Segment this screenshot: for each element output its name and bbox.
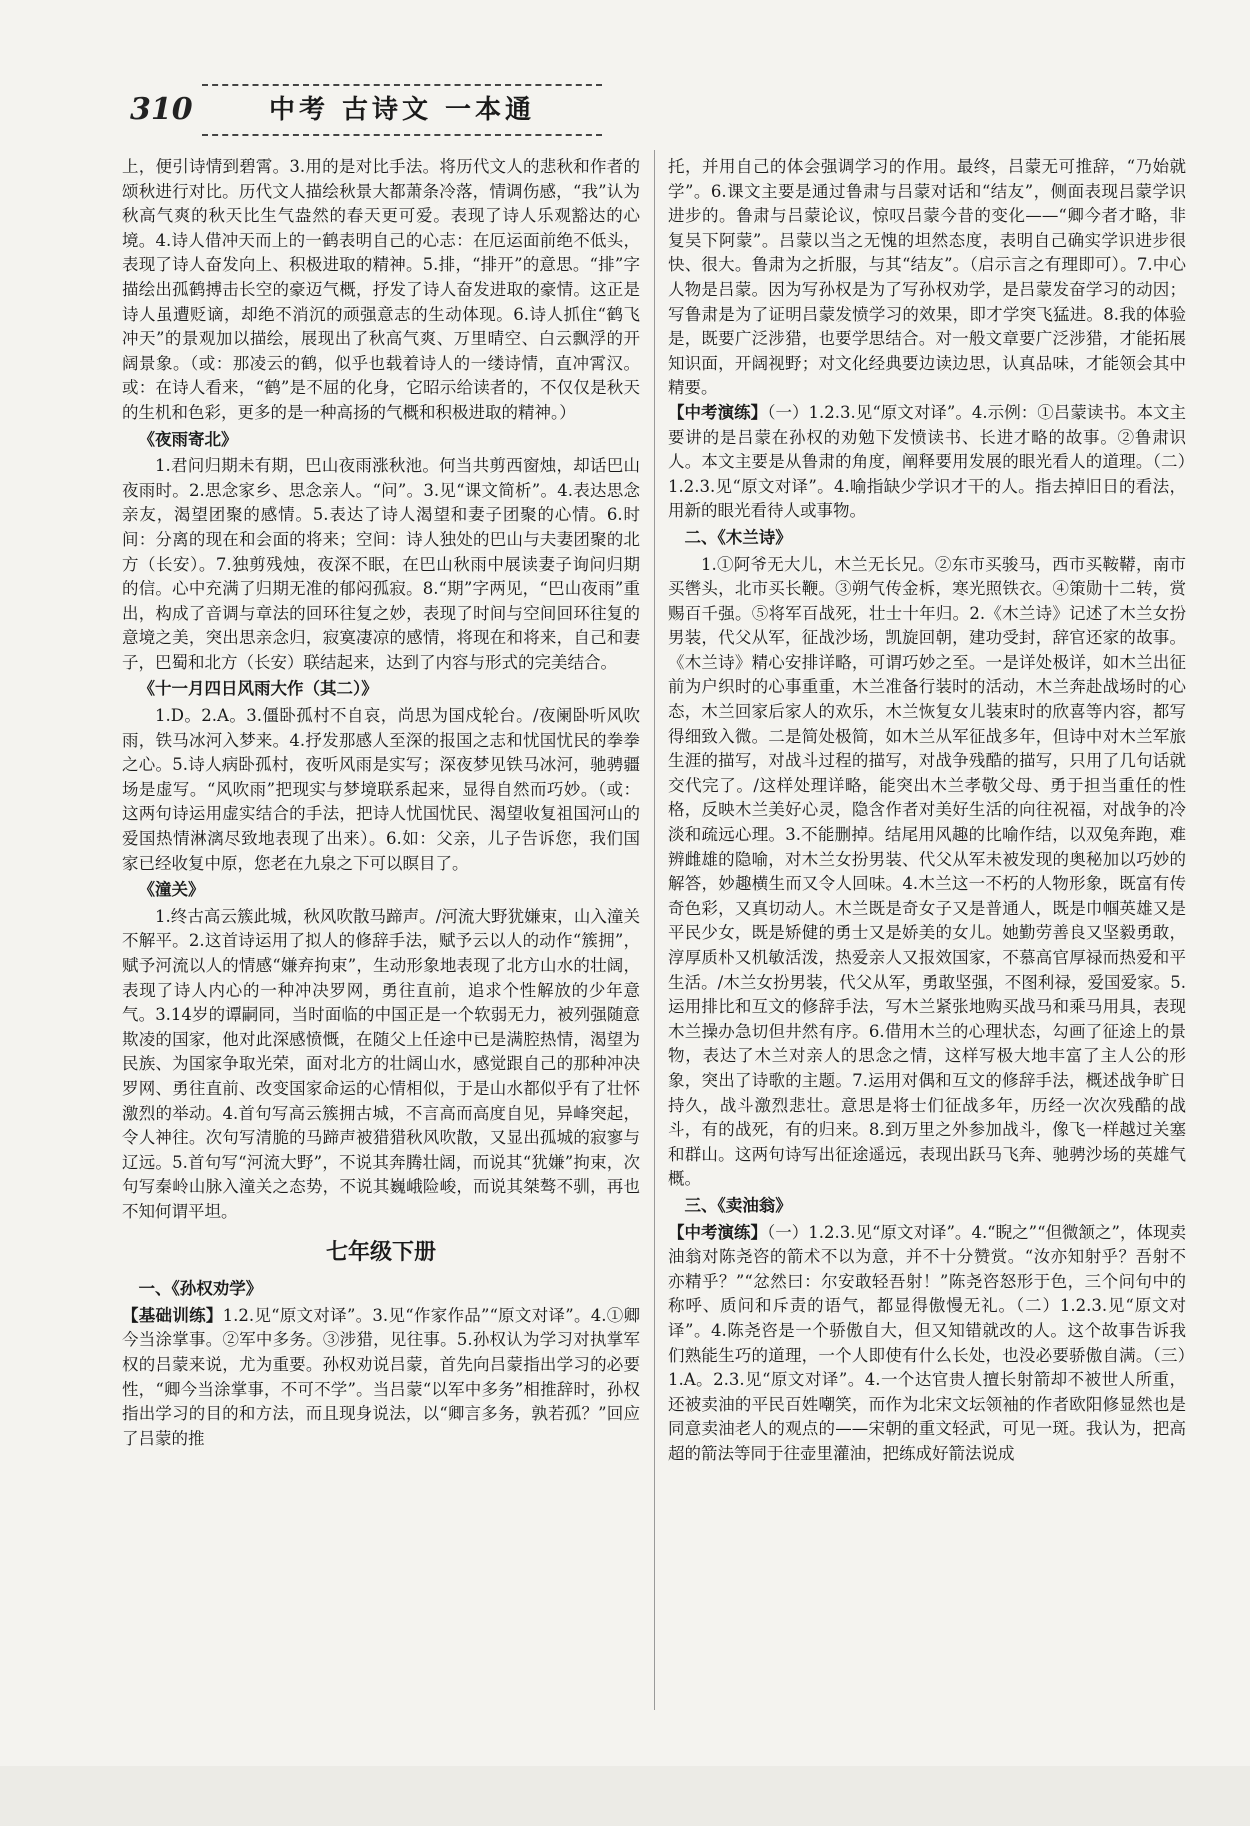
paragraph: 托，并用自己的体会强调学习的作用。最终，吕蒙无可推辞，“乃始就学”。6.课文主要是通过鲁肃与吕蒙对话和“结友”，侧面表现吕蒙学识进步的。鲁肃与吕蒙论议，惊叹吕蒙今昔的变化——“卿今者才略，非复吴下阿蒙”。吕蒙以当之无愧的坦然态度，表明自己确实学识进步很快、很大。鲁肃为之折服，与其“结友”。（启示言之有理即可）。7.中心人物是吕蒙。因为写孙权是为了写孙权劝学，是吕蒙发奋学习的动因；写鲁肃是为了证明吕蒙发愤学习的效果，即才学突飞猛进。8.我的体验是，既要广泛涉猎，也要学思结合。对一般文章要广泛涉猎，才能拓展知识面，开阔视野；对文化经典要边读边思，认真品味，才能领会其中精要。	[668, 157, 1186, 398]
paragraph-text: （一）1.2.3.见“原文对译”。4.“睨之”“但微颔之”，体现卖油翁对陈尧咨的箭术不以为意，并不十分赞赏。“汝亦知射乎？吾射不亦精乎？”“忿然曰：尔安敢轻吾射！”陈尧咨怒形于色，三个问句中的称呼、质问和斥责的语气，都显得傲慢无礼。（二）1.2.3.见“原文对译”。4.陈尧咨是一个骄傲自大，但又知错就改的人。这个故事告诉我们熟能生巧的道理，一个人即使有什么长处，也没必要骄傲自满。（三）1.A。2.3.见“原文对译”。4.一个达官贵人擅长射箭却不被世人所重，还被卖油的平民百姓嘲笑，而作为北宋文坛领袖的作者欧阳修显然也是同意卖油老人的观点的——宋朝的重文轻武，可见一斑。我认为，把高超的箭法等同于往壶里灌油，把练成好箭法说成	[668, 1222, 1186, 1463]
section-heading: 《夜雨寄北》	[138, 429, 238, 449]
left-column	[122, 155, 640, 1451]
paragraph: 1.君问归期未有期，巴山夜雨涨秋池。何当共剪西窗烛，却话巴山夜雨时。2.思念家乡、思念亲人。“问”。3.见“课文简析”。4.表达思念亲友，渴望团聚的感情。5.表达了诗人渴望和妻子团聚的心情。6.时间：分离的现在和会面的将来；空间：诗人独处的巴山与夫妻团聚的北方（长安）。7.独剪残烛，夜深不眠，在巴山秋雨中展读妻子询问归期的信。心中充满了归期无准的郁闷孤寂。8.“期”字两见，“巴山夜雨”重出，构成了音调与章法的回环往复之妙，表现了时间与空间回环往复的意境之美，突出思亲念归，寂寞凄凉的感情，将现在和将来，自己和妻子，巴蜀和北方（长安）联结起来，达到了内容与形式的完美结合。	[122, 456, 640, 672]
exercise-tag: 【基础训练】	[122, 1305, 223, 1325]
page-number: 310	[130, 92, 193, 127]
paragraph: 1.D。2.A。3.僵卧孤村不自哀，尚思为国戍轮台。/夜阑卧听风吹雨，铁马冰河入梦来。4.抒发那感人至深的报国之志和忧国忧民的拳拳之心。5.诗人病卧孤村，夜听风雨是实写；深夜梦见铁马冰河，驰骋疆场是虚写。“风吹雨”把现实与梦境联系起来，显得自然而巧妙。（或：这两句诗运用虚实结合的手法，把诗人忧国忧民、渴望收复祖国河山的爱国热情淋漓尽致地表现了出来）。6.如：父亲，儿子告诉您，我们国家已经收复中原，您老在九泉之下可以瞑目了。	[122, 706, 640, 873]
page-bottom-margin	[0, 1766, 1250, 1826]
section-heading: 三、《卖油翁》	[684, 1195, 792, 1215]
paragraph: 1.终古高云簇此城，秋风吹散马蹄声。/河流大野犹嫌束，山入潼关不解平。2.这首诗运用了拟人的修辞手法，赋予云以人的动作“簇拥”，赋予河流以人的情感“嫌弃拘束”，生动形象地表现了北方山水的壮阔，表现了诗人内心的一种冲决罗网，勇往直前，追求个性解放的少年意气。3.14岁的谭嗣同，当时面临的中国正是一个软弱无力，被列强随意欺凌的国家，他对此深感愤慨，在随父上任途中已是满腔热情，渴望为民族、为国家争取光荣，面对北方的壮阔山水，感觉跟自己的那种冲决罗网、勇往直前、改变国家命运的心情相似，于是山水都似乎有了壮怀激烈的举动。4.首句写高云簇拥古城，不言高而高度自见，异峰突起，令人神往。次句写清脆的马蹄声被猎猎秋风吹散，又显出孤城的寂寥与辽远。5.首句写“河流大野”，不说其奔腾壮阔，而说其“犹嫌”拘束，次句写秦岭山脉入潼关之态势，不说其巍峨险峻，而说其桀骜不驯，再也不知何谓平坦。	[122, 906, 640, 1221]
right-column	[668, 155, 1186, 1466]
grade-title: 七年级下册	[325, 1239, 436, 1265]
section-heading: 《十一月四日风雨大作（其二）》	[138, 679, 378, 699]
paragraph-text: （一）1.2.3.见“原文对译”。4.示例：①吕蒙读书。本文主要讲的是吕蒙在孙权的劝勉下发愤读书、长进才略的故事。②鲁肃识人。本文主要是从鲁肃的角度，阐释要用发展的眼光看人的道理。（二）1.2.3.见“原文对译”。4.喻指缺少学识才干的人。指去掉旧日的看法，用新的眼光看待人或事物。	[668, 402, 1187, 521]
exercise-tag: 【中考演练】	[668, 402, 768, 422]
paragraph: 上，便引诗情到碧霄。3.用的是对比手法。将历代文人的悲秋和作者的颂秋进行对比。历代文人描绘秋景大都萧条冷落，情调伤感，“我”认为秋高气爽的秋天比生气盎然的春天更可爱。表现了诗人乐观豁达的心境。4.诗人借冲天而上的一鹤表明自己的心志：在厄运面前绝不低头，表现了诗人奋发向上、积极进取的精神。5.排，“排开”的意思。“排”字描绘出孤鹤搏击长空的豪迈气概，抒发了诗人奋发进取的豪情。这正是诗人虽遭贬谪，却绝不消沉的顽强意志的生动体现。6.诗人抓住“鹤飞冲天”的景观加以描绘，展现出了秋高气爽、万里晴空、白云飘浮的开阔景象。（或：那凌云的鹤，似乎也载着诗人的一缕诗情，直冲霄汉。或：在诗人看来，“鹤”是不屈的化身，它昭示给读者的，不仅仅是秋天的生机和色彩，更多的是一种高扬的气概和积极进取的精神。）	[122, 157, 640, 422]
section-heading: 二、《木兰诗》	[684, 527, 792, 547]
paragraph	[668, 401, 1186, 524]
column-divider	[654, 150, 655, 1710]
book-title: 中考 古诗文 一本通	[202, 84, 602, 136]
page-header	[130, 84, 610, 144]
paragraph	[122, 1304, 640, 1452]
exercise-tag: 【中考演练】	[668, 1222, 768, 1242]
paragraph: 1.①阿爷无大儿，木兰无长兄。②东市买骏马，西市买鞍鞯，南市买辔头，北市买长鞭。③朔气传金柝，寒光照铁衣。④策勋十二转，赏赐百千强。⑤将军百战死，壮士十年归。2.《木兰诗》记述了木兰女扮男装，代父从军，征战沙场，凯旋回朝，建功受封，辞官还家的故事。《木兰诗》精心安排详略，可谓巧妙之至。一是详处极详，如木兰出征前为户织时的心事重重，木兰准备行装时的活动，木兰奔赴战场时的心态，木兰回家后家人的欢乐，木兰恢复女儿装束时的欣喜等内容，都写得细致入微。二是简处极简，如木兰从军征战多年，但诗中对木兰军旅生涯的描写，对战斗过程的描写，对战争残酷的描写，只用了几句话就交代完了。/这样处理详略，能突出木兰孝敬父母、勇于担当重任的性格，反映木兰美好心灵，隐含作者对美好生活的向往祝福，对战争的冷淡和疏远心理。3.不能删掉。结尾用风趣的比喻作结，以双兔奔跑，难辨雌雄的隐喻，对木兰女扮男装、代父从军未被发现的奥秘加以巧妙的解答，妙趣横生而又令人回味。4.木兰这一不朽的人物形象，既富有传奇色彩，又真切动人。木兰既是奇女子又是普通人，既是巾帼英雄又是平民少女，既是矫健的勇士又是娇美的女儿。她勤劳善良又坚毅勇敢，淳厚质朴又机敏活泼，热爱亲人又报效国家，不慕高官厚禄而热爱和平生活。/木兰女扮男装，代父从军，勇敢坚强，不图利禄，爱国爱家。5.运用排比和互文的修辞手法，写木兰紧张地购买战马和乘马用具，表现木兰操办急切但井然有序。6.借用木兰的心理状态，勾画了征途上的景物，表达了木兰对亲人的思念之情，这样写极大地丰富了主人公的形象，突出了诗歌的主题。7.运用对偶和互文的修辞手法，概述战争旷日持久，战斗激烈悲壮。意思是将士们征战多年，历经一次次残酷的战斗，有的战死，有的归来。8.到万里之外参加战斗，像飞一样越过关塞和群山。这两句诗写出征途遥远，表现出跃马飞奔、驰骋沙场的英雄气概。	[668, 554, 1186, 1189]
paragraph-text: 1.2.见“原文对译”。3.见“作家作品”“原文对译”。4.①卿今当涂掌事。②军中多务。③涉猎，见往事。5.孙权认为学习对执掌军权的吕蒙来说，尤为重要。孙权劝说吕蒙，首先向吕蒙指出学习的必要性，“卿今当涂掌事，不可不学”。当吕蒙“以军中多务”相推辞时，孙权指出学习的目的和方法，而且现身说法，以“卿言多务，孰若孤？”回应了吕蒙的推	[122, 1305, 641, 1448]
section-heading: 《潼关》	[138, 880, 205, 900]
section-heading: 一、《孙权劝学》	[138, 1279, 263, 1299]
paragraph	[668, 1221, 1186, 1467]
